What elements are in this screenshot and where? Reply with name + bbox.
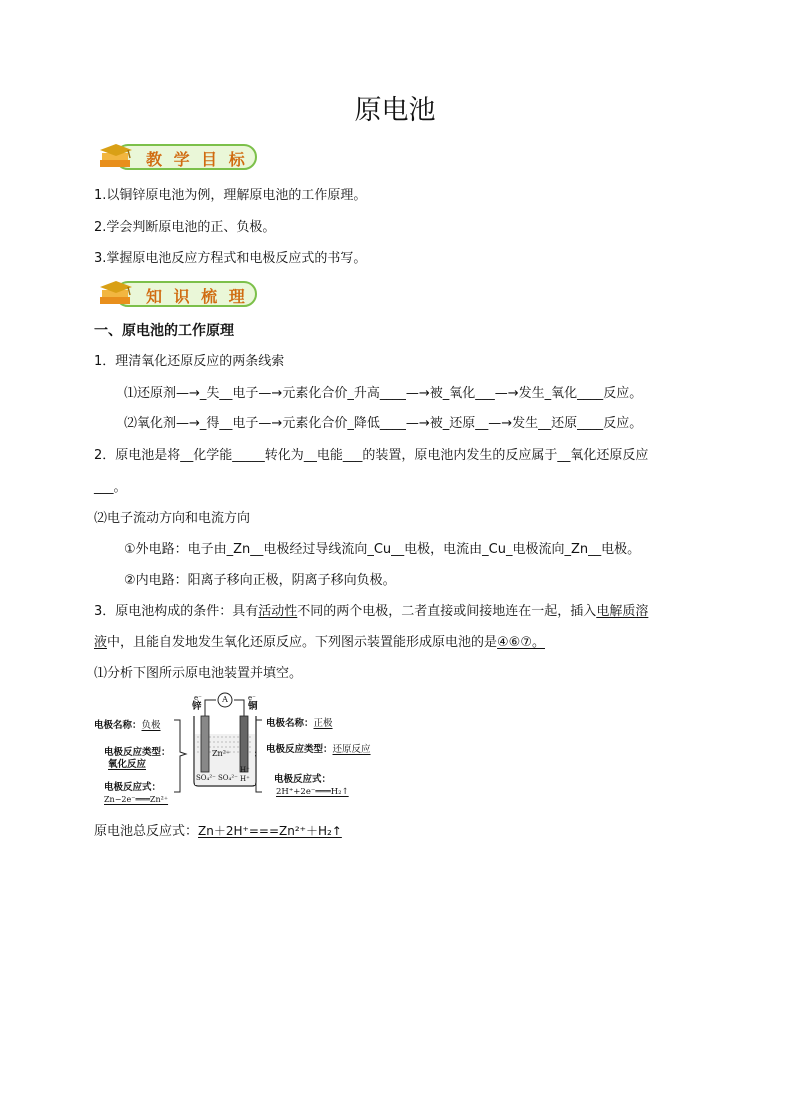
- right-reaction-type: 电极反应类型：还原反应: [266, 744, 371, 755]
- section-heading: 一、原电池的工作原理: [94, 323, 234, 339]
- clue-reducing-agent: ⑴还原剂—→_失__电子—→元素化合价_升高____—→被_氧化___—→发生_氧化____反应。: [124, 386, 643, 401]
- right-electrode-name: 电极名称：正极: [266, 718, 333, 729]
- left-reaction-type-label: 电极反应类型：: [104, 747, 171, 758]
- h-ion-label: H⁺: [240, 775, 250, 783]
- flow-heading: ⑵电子流动方向和电流方向: [94, 511, 251, 526]
- paragraph-3-line-2: 液中，且能自发地发生氧化还原反应。下列图示装置能形成原电池的是④⑥⑦。: [94, 635, 545, 650]
- ammeter-icon: A: [222, 695, 228, 704]
- left-reaction-type-value: 氧化反应: [108, 759, 147, 770]
- sulfate-label-left: SO₄²⁻: [196, 774, 216, 782]
- clue-oxidizing-agent: ⑵氧化剂—→_得__电子—→元素化合价_降低____—→被_还原__—→发生__还原____反应。: [124, 416, 643, 431]
- galvanic-cell-diagram: [94, 692, 394, 810]
- goal-3: 3.掌握原电池反应方程式和电极反应式的书写。: [94, 251, 367, 266]
- goal-2: 2.学会判断原电池的正、负极。: [94, 220, 276, 235]
- paragraph-3: 3．原电池构成的条件：具有活动性不同的两个电极，二者直接或间接地连在一起，插入电解质溶: [94, 604, 649, 619]
- internal-circuit: ②内电路：阳离子移向正极，阴离子移向负极。: [124, 573, 396, 588]
- external-circuit: ①外电路：电子由_Zn__电极经过导线流向_Cu__电极，电流由_Cu_电极流向_Zn__电极。: [124, 542, 641, 557]
- left-equation-label: 电极反应式：: [104, 782, 162, 793]
- paragraph-2-end: ___。: [94, 480, 127, 495]
- page-title: 原电池: [354, 95, 436, 126]
- h-ion-label: H⁺: [240, 766, 250, 774]
- electron-label-left: e⁻: [194, 694, 202, 702]
- sulfate-label-right: SO₄²⁻: [218, 774, 238, 782]
- teaching-goals-banner: [92, 140, 262, 172]
- paragraph-1: 1．理清氧化还原反应的两条线索: [94, 354, 285, 369]
- left-electrode-name: 电极名称：负极: [94, 720, 161, 731]
- right-equation-label: 电极反应式：: [274, 774, 332, 785]
- zinc-label: 锌: [192, 701, 202, 712]
- paragraph-4: ⑴分析下图所示原电池装置并填空。: [94, 666, 303, 681]
- electron-label-right: e⁻: [248, 694, 256, 702]
- knowledge-banner: [92, 277, 262, 309]
- goal-1: 1.以铜锌原电池为例，理解原电池的工作原理。: [94, 188, 367, 203]
- left-equation-value: Zn−2e⁻═══Zn²⁺: [104, 795, 169, 804]
- banner-text: 知 识 梳 理: [146, 287, 248, 306]
- paragraph-2: 2．原电池是将__化学能_____转化为__电能___的装置，原电池内发生的反应属于__氧化还原反应: [94, 448, 649, 463]
- banner-text: 教 学 目 标: [146, 150, 248, 169]
- right-equation-value: 2H⁺+2e⁻═══H₂↑: [276, 787, 349, 797]
- zn-ion-label: Zn²⁺: [212, 749, 231, 758]
- total-reaction: 原电池总反应式：Zn＋2H⁺===Zn²⁺＋H₂↑: [94, 824, 342, 839]
- copper-label: 铜: [248, 701, 258, 712]
